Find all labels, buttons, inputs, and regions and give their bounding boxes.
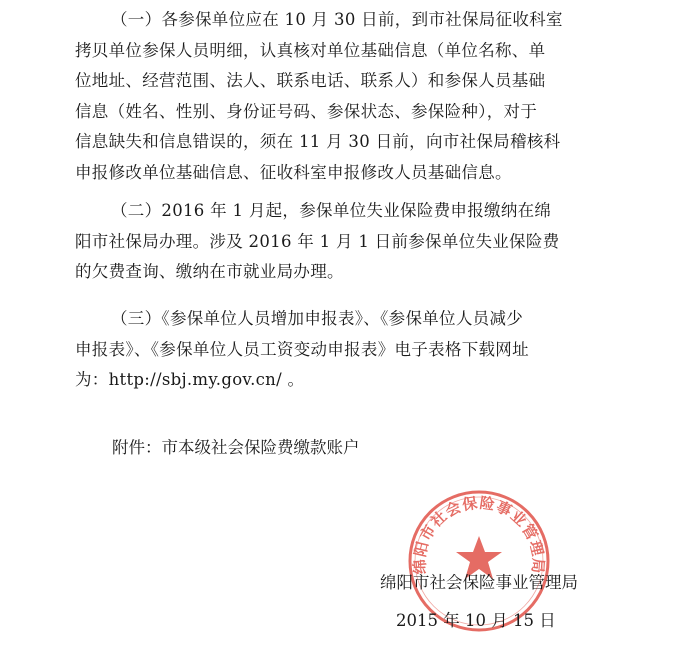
paragraph-line: 为：http://sbj.my.gov.cn/ 。 [75,370,305,389]
paragraph-3 [75,304,615,396]
paragraph-2 [75,196,615,288]
paragraph-line: 的欠费查询、缴纳在市就业局办理。 [75,262,344,281]
attachment-note: 附件：市本级社会保险费缴款账户 [112,438,360,457]
signature-organization: 绵阳市社会保险事业管理局 [380,573,578,592]
paragraph-1 [75,5,615,188]
paragraph-line: 信息（姓名、性别、身份证号码、参保状态、参保险种），对于 [75,101,538,121]
paragraph-line: 位地址、经营范围、法人、联系电话、联系人）和参保人员基础 [75,71,546,90]
paragraph-line: 信息缺失和信息错误的，须在 11 月 30 日前，向市社保局稽核科 [75,132,561,151]
paragraph-line: （二）2016 年 1 月起，参保单位失业保险费申报缴纳在绵 [111,201,552,220]
seal-arc-text: 绵阳市社会保险事业管理局 [410,493,548,575]
paragraph-line: 拷贝单位参保人员明细，认真核对单位基础信息（单位名称、单 [75,40,546,60]
paragraph-line: 阳市社保局办理。涉及 2016 年 1 月 1 日前参保单位失业保险费 [75,231,560,251]
paragraph-line: （一）各参保单位应在 10 月 30 日前，到市社保局征收科室 [111,10,563,29]
paragraph-line: （三）《参保单位人员增加申报表》、《参保单位人员减少 [111,309,524,328]
paragraph-line: 申报修改单位基础信息、征收科室申报修改人员基础信息。 [75,162,512,182]
paragraph-line: 申报表》、《参保单位人员工资变动申报表》电子表格下载网址 [75,339,529,359]
signature-date: 2015 年 10 月 15 日 [396,611,556,630]
